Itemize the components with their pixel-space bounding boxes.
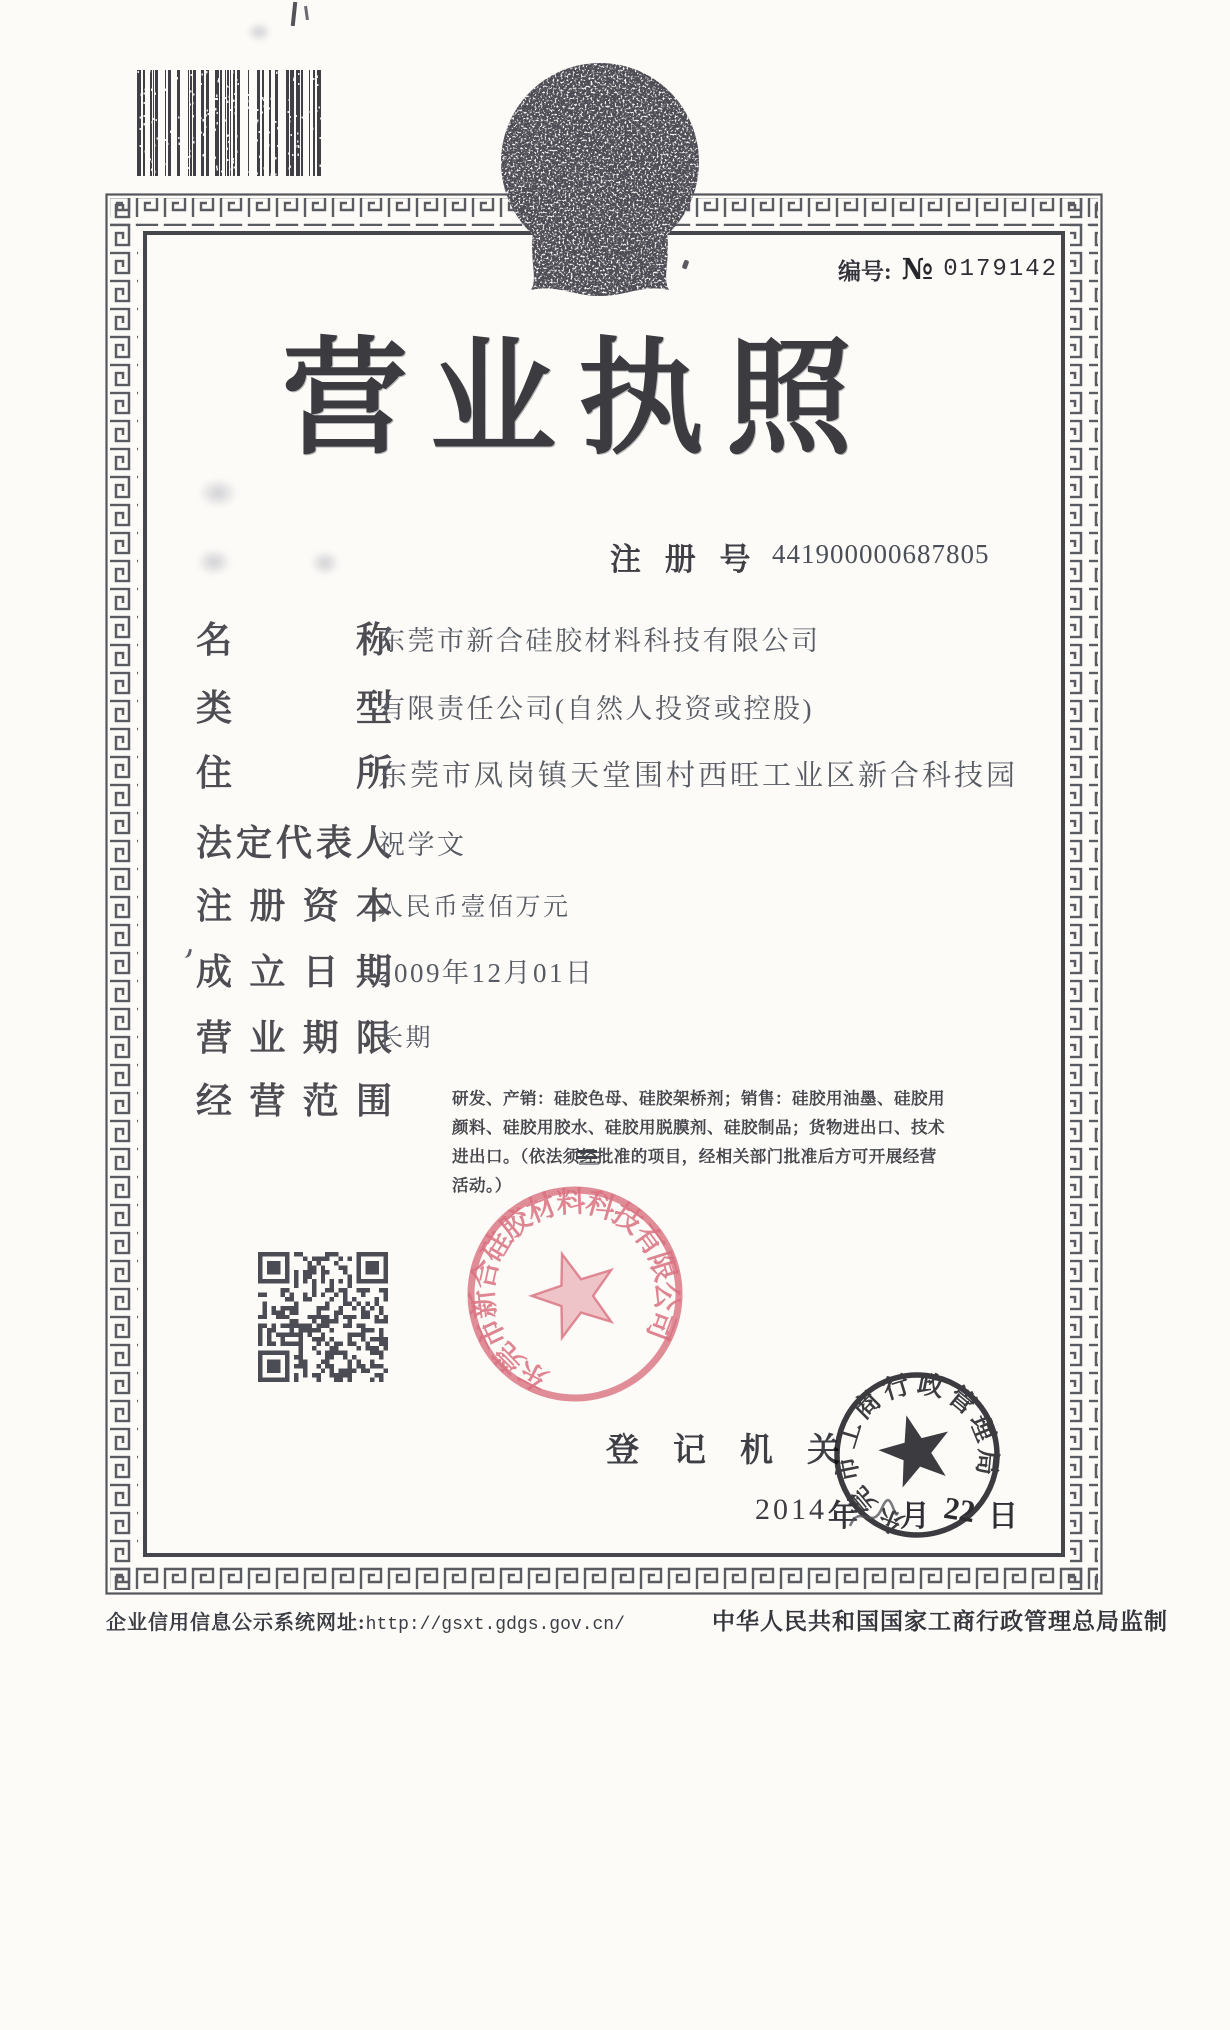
issue-date-year: 2014: [755, 1493, 827, 1526]
serial-number-line: [838, 252, 1058, 286]
field-value-establishment-date: 2009年12月01日: [378, 958, 595, 988]
field-label-business-term: 营业期限: [196, 1018, 392, 1058]
footer-issuing-authority: 中华人民共和国国家工商行政管理总局监制: [712, 1609, 1168, 1634]
field-label-business-scope: 经营范围: [196, 1081, 392, 1121]
field-label-establishment-date: 成立日期: [196, 952, 392, 992]
field-label-address: 住所: [196, 753, 392, 793]
scope-line: 进出口。（依法须经批准的项目，经相关部门批准后方可开展经营: [452, 1147, 937, 1166]
scan-smudge: [246, 22, 272, 42]
seal-star-icon: [872, 1406, 960, 1491]
seal-star-icon: [522, 1241, 626, 1343]
field-value-legal-representative: 祝学文: [378, 830, 467, 860]
scope-line: 活动。）: [452, 1176, 512, 1195]
issue-date-year-unit: 年: [828, 1500, 858, 1533]
footer-url-value: http://gsxt.gdgs.gov.cn/: [365, 1615, 625, 1635]
scan-artifact: [304, 6, 309, 20]
registrar-label: 登记机关: [606, 1433, 840, 1469]
qr-code: [258, 1252, 388, 1382]
registrar-seal-text: 东莞市工商行政管理局: [831, 1369, 1003, 1539]
field-value-type: 有限责任公司(自然人投资或控股): [378, 694, 814, 724]
field-value-address: 东莞市凤岗镇天堂围村西旺工业区新合科技园: [378, 760, 1019, 792]
field-value-registered-capital: 人民币壹佰万元: [378, 894, 571, 921]
field-label-name: 名称: [196, 620, 392, 660]
registration-number-label: 注 册 号: [610, 542, 759, 577]
issue-date-day: 22: [941, 1489, 978, 1530]
numero-sign: №: [901, 252, 934, 286]
registration-number-value: 441900000687805: [772, 539, 990, 569]
barcode: [137, 70, 323, 176]
field-label-registered-capital: 注册资本: [196, 886, 392, 926]
company-seal-stamp: [455, 1174, 695, 1414]
scope-line: 研发、产销：硅胶色母、硅胶架桥剂；销售：硅胶用油墨、硅胶用: [452, 1089, 945, 1108]
issue-date-day-unit: 日: [988, 1500, 1018, 1533]
company-seal-text: 东莞市新合硅胶材料科技有限公司: [466, 1186, 683, 1396]
field-value-business-term: 长期: [378, 1025, 434, 1052]
field-label-type: 类型: [196, 688, 392, 728]
scope-line: 颜料、硅胶用胶水、硅胶用脱膜剂、硅胶制品；货物进出口、技术: [452, 1118, 945, 1137]
serial-number: 0179142: [943, 255, 1059, 283]
document-title: 营业执照: [282, 328, 874, 469]
field-label-legal-representative: 法定代表人: [196, 823, 392, 863]
handwritten-month-mark: [846, 1496, 902, 1538]
footer-url-label: 企业信用信息公示系统网址:: [106, 1612, 366, 1634]
field-value-name: 东莞市新合硅胶材料科技有限公司: [378, 626, 821, 656]
scan-artifact: [291, 2, 297, 26]
footer-public-info-url: [106, 1606, 625, 1635]
serial-label: 编号:: [838, 258, 892, 284]
issue-date-month-unit: 月: [900, 1500, 930, 1533]
national-emblem-icon: [497, 62, 707, 302]
